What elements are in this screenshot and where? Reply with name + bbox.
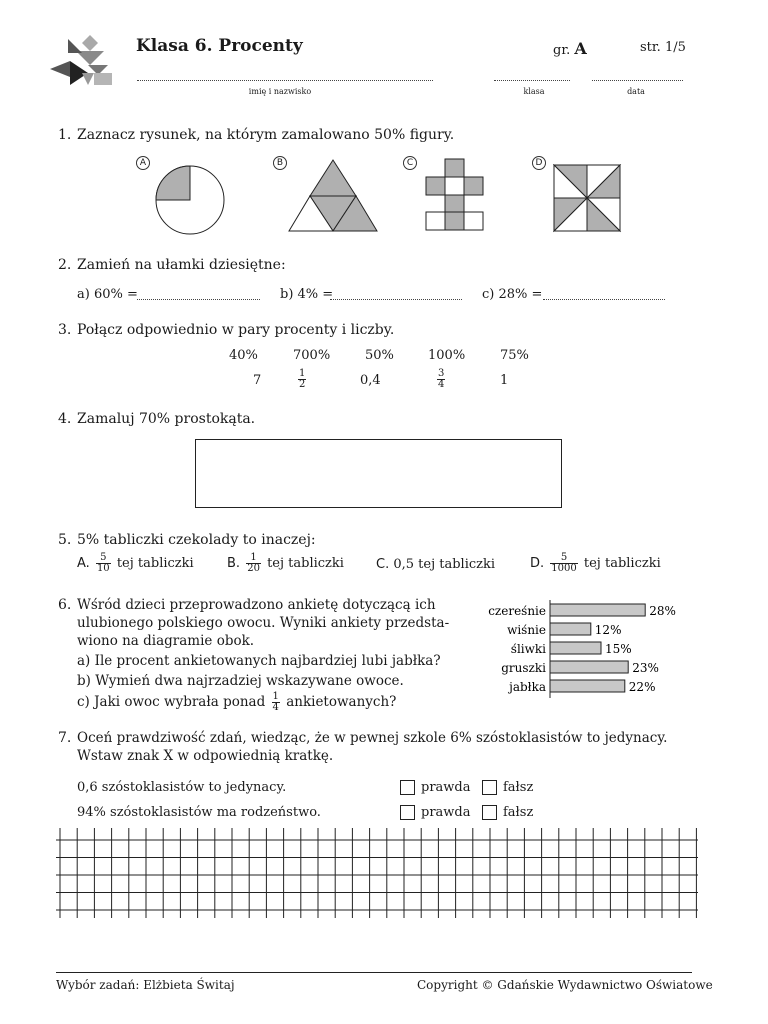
page-number: str. 1/5 [640, 40, 686, 55]
bar [550, 680, 625, 692]
name-label: imię i nazwisko [248, 87, 312, 96]
q3-percent-1[interactable]: 700% [293, 348, 331, 363]
q5-text: 5% tabliczki czekolady to inaczej: [77, 532, 316, 548]
bar-value-label: 28% [649, 604, 676, 618]
q6-question-c [77, 692, 437, 713]
bar [550, 604, 645, 616]
q3-text: Połącz odpowiednio w pary procenty i liczby. [77, 322, 395, 338]
q6-question-a: a) Ile procent ankietowanych najbardziej lubi jabłka? [77, 653, 441, 669]
q1-figure-a[interactable] [150, 164, 230, 236]
frac-denominator: 10 [96, 563, 110, 574]
q7-line-2: Wstaw znak X w odpowiednią kratkę. [77, 748, 334, 764]
footer-rule [56, 972, 692, 973]
frac-numerator: 5 [550, 553, 577, 564]
q7-statement-2: 94% szóstoklasistów ma rodzeństwo. [77, 805, 321, 820]
frac-denominator: 2 [299, 379, 306, 390]
q2-text: Zamień na ułamki dziesiętne: [77, 257, 286, 273]
q5-option-b[interactable] [227, 553, 344, 574]
true-label: prawda [421, 780, 471, 795]
publisher-logo [48, 33, 114, 87]
q3-percent-0[interactable]: 40% [229, 348, 258, 363]
frac-numerator: 3 [438, 368, 445, 379]
q5-number: 5. [58, 532, 72, 548]
q3-number-1[interactable]: 1 [500, 373, 509, 388]
group-value: A [574, 39, 587, 58]
q6-body [77, 596, 450, 713]
bar-value-label: 12% [594, 623, 622, 637]
option-letter: C. [376, 557, 390, 572]
answer-grid[interactable] [56, 828, 698, 918]
option-letter: B. [227, 556, 241, 571]
bar [550, 661, 628, 673]
q1-option-d[interactable]: D [532, 156, 546, 170]
q6-number: 6. [58, 597, 72, 613]
q2-answer-a[interactable] [137, 299, 260, 300]
q3-number-7[interactable]: 7 [253, 373, 262, 388]
q4-text: Zamaluj 70% prostokąta. [77, 411, 256, 427]
fruit-bar-chart [470, 598, 700, 698]
q3-number-0-4[interactable]: 0,4 [360, 373, 381, 388]
option-letter: A. [77, 556, 90, 571]
option-text: 0,5 tej tabliczki [393, 557, 496, 572]
option-text: tej tabliczki [267, 556, 344, 571]
q3-number: 3. [58, 322, 72, 338]
q1-option-c[interactable]: C [403, 156, 417, 170]
q7-false-1[interactable] [482, 779, 533, 797]
q2-answer-c[interactable] [543, 299, 665, 300]
bar-category-label: wiśnie [507, 623, 546, 637]
q6-line: Wśród dzieci przeprowadzono ankietę dotyczącą ich [77, 597, 436, 613]
q3-percent-4[interactable]: 75% [500, 348, 529, 363]
q1-number: 1. [58, 127, 72, 143]
q1-option-a[interactable]: A [136, 156, 150, 170]
q3-percent-3[interactable]: 100% [428, 348, 466, 363]
false-label: fałsz [503, 805, 534, 820]
bar [550, 623, 591, 635]
frac-numerator: 1 [272, 691, 279, 702]
q1-figure-d[interactable] [553, 164, 623, 234]
frac-denominator: 20 [247, 563, 260, 574]
checkbox-false-1[interactable] [482, 780, 497, 795]
q7-true-1[interactable] [400, 779, 471, 797]
frac-numerator: 1 [246, 553, 261, 564]
frac-denominator: 1000 [551, 563, 577, 574]
q4-number: 4. [58, 411, 72, 427]
q5-option-a[interactable] [77, 553, 194, 574]
group-label [553, 39, 587, 58]
q1-figure-b[interactable] [288, 158, 378, 234]
q7-number: 7. [58, 730, 72, 746]
bar-category-label: śliwki [510, 642, 546, 656]
q5-option-d[interactable] [530, 553, 661, 574]
false-label: fałsz [503, 780, 534, 795]
q6-question-b: b) Wymień dwa najrzadziej wskazywane owoce. [77, 673, 404, 689]
bar-value-label: 15% [605, 642, 632, 656]
q3-percent-2[interactable]: 50% [365, 348, 394, 363]
class-field[interactable] [494, 80, 570, 81]
q1-figure-c[interactable] [425, 158, 487, 232]
checkbox-true-2[interactable] [400, 805, 415, 820]
bar-value-label: 22% [628, 680, 656, 694]
q3-number-half[interactable] [296, 369, 308, 390]
bar-category-label: jabłka [509, 680, 546, 694]
true-label: prawda [421, 805, 471, 820]
q2-answer-b[interactable] [330, 299, 462, 300]
q7-false-2[interactable] [482, 804, 533, 822]
q7-true-2[interactable] [400, 804, 471, 822]
group-label-text: gr. [553, 43, 571, 58]
bar-category-label: gruszki [501, 661, 546, 675]
q5-option-c[interactable] [376, 556, 495, 574]
q2-item-b: b) 4% = [280, 287, 334, 302]
q4-rectangle[interactable] [195, 439, 562, 508]
name-field[interactable] [137, 80, 433, 81]
bar-category-label: czereśnie [488, 604, 546, 618]
q3-number-three-quarters[interactable] [435, 369, 447, 390]
q6-line: wiono na diagramie obok. [77, 633, 255, 649]
date-field[interactable] [592, 80, 683, 81]
q2-item-a: a) 60% = [77, 287, 138, 302]
class-label: klasa [523, 87, 545, 96]
q2-number: 2. [58, 257, 72, 273]
checkbox-true-1[interactable] [400, 780, 415, 795]
q1-text: Zaznacz rysunek, na którym zamalowano 50% figury. [77, 127, 455, 143]
footer-author: Wybór zadań: Elżbieta Świtaj [56, 978, 235, 992]
bar [550, 642, 601, 654]
bar-value-label: 23% [632, 661, 659, 675]
frac-denominator: 4 [272, 702, 279, 713]
option-letter: D. [530, 556, 545, 571]
q1-option-b[interactable]: B [273, 156, 287, 170]
q2-item-c: c) 28% = [482, 287, 543, 302]
q7-line-1: Oceń prawdziwość zdań, wiedząc, że w pewnej szkole 6% szóstoklasistów to jedynacy. [77, 730, 668, 746]
frac-numerator: 5 [96, 553, 111, 564]
frac-numerator: 1 [299, 368, 306, 379]
option-text: tej tabliczki [583, 556, 661, 571]
frac-denominator: 4 [438, 379, 445, 390]
footer-copyright: Copyright © Gdańskie Wydawnictwo Oświatowe [417, 978, 713, 992]
checkbox-false-2[interactable] [482, 805, 497, 820]
q6-line: ulubionego polskiego owocu. Wyniki ankiety przedsta- [77, 615, 450, 631]
q6-c-post: ankietowanych? [286, 694, 397, 710]
q7-statement-1: 0,6 szóstoklasistów to jedynacy. [77, 780, 287, 795]
page-title: Klasa 6. Procenty [136, 36, 303, 56]
q6-c-pre: c) Jaki owoc wybrała ponad [77, 694, 266, 710]
option-text: tej tabliczki [116, 556, 194, 571]
date-label: data [627, 87, 645, 96]
